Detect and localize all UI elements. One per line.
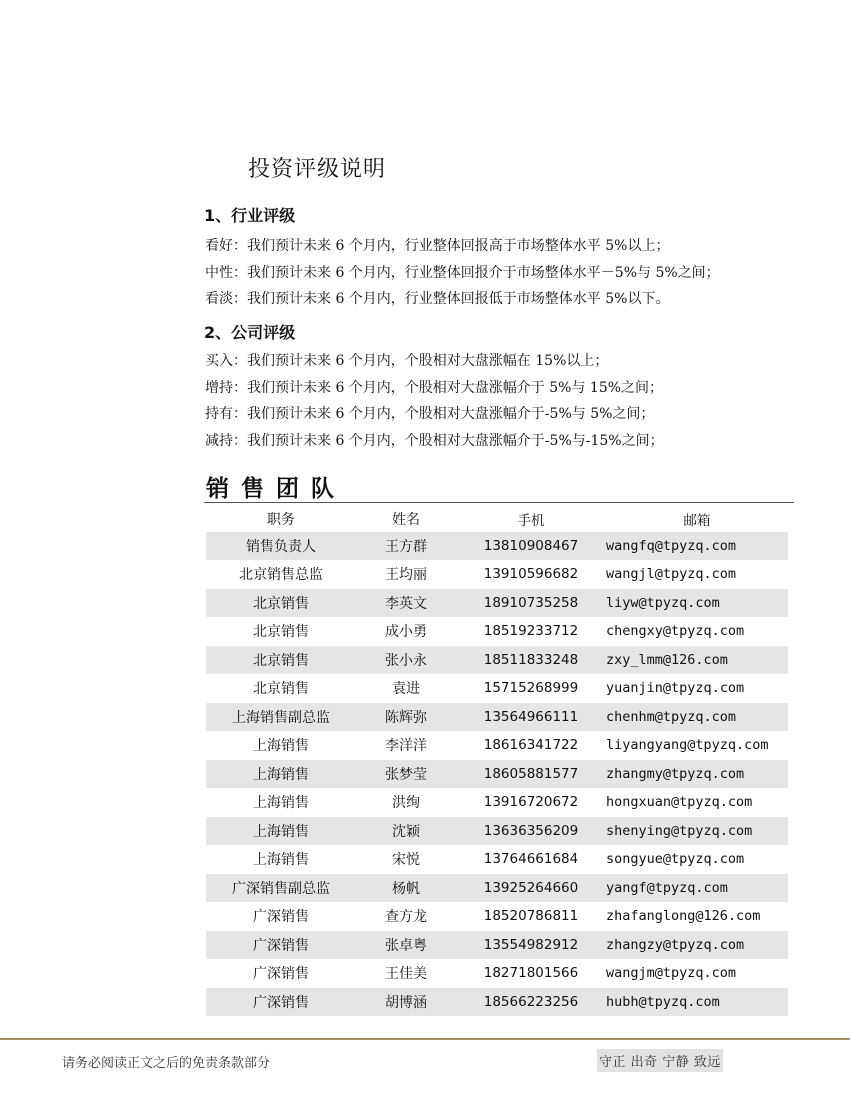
- cell-phone: 18566223256: [456, 988, 606, 1017]
- cell-name: 王佳美: [356, 959, 456, 988]
- cell-email: zhafanglong@126.com: [606, 902, 788, 931]
- cell-name: 沈颖: [356, 817, 456, 846]
- company-rating-item: 买入：我们预计未来 6 个月内，个股相对大盘涨幅在 15%以上；: [205, 353, 609, 369]
- cell-phone: 18511833248: [456, 646, 606, 675]
- cell-name: 成小勇: [356, 617, 456, 646]
- cell-phone: 13564966111: [456, 703, 606, 732]
- cell-name: 洪绚: [356, 788, 456, 817]
- table-row: [206, 874, 788, 903]
- cell-name: 李英文: [356, 589, 456, 618]
- cell-position: 广深销售: [206, 931, 356, 960]
- footer-divider: [0, 1038, 850, 1040]
- cell-email: yuanjin@tpyzq.com: [606, 674, 788, 703]
- table-row: [206, 589, 788, 618]
- cell-phone: 18605881577: [456, 760, 606, 789]
- cell-phone: 18616341722: [456, 731, 606, 760]
- table-row: [206, 646, 788, 675]
- industry-rating-list: [205, 233, 720, 313]
- cell-phone: 13636356209: [456, 817, 606, 846]
- sales-team-title: 销售团队: [206, 476, 346, 502]
- cell-phone: 13925264660: [456, 874, 606, 903]
- cell-phone: 13916720672: [456, 788, 606, 817]
- sales-team-table: [206, 505, 788, 1017]
- cell-email: liyw@tpyzq.com: [606, 589, 788, 618]
- table-row: [206, 617, 788, 646]
- sales-table-body: [206, 532, 788, 1016]
- footer-disclaimer: 请务必阅读正文之后的免责条款部分: [62, 1056, 271, 1071]
- cell-name: 杨帆: [356, 874, 456, 903]
- cell-position: 北京销售总监: [206, 560, 356, 589]
- cell-email: songyue@tpyzq.com: [606, 845, 788, 874]
- table-row: [206, 845, 788, 874]
- cell-name: 张小永: [356, 646, 456, 675]
- cell-email: chenhm@tpyzq.com: [606, 703, 788, 732]
- column-header-position: 职务: [267, 511, 295, 528]
- company-rating-item: 增持：我们预计未来 6 个月内，个股相对大盘涨幅介于 5%与 15%之间；: [205, 379, 664, 396]
- cell-email: shenying@tpyzq.com: [606, 817, 788, 846]
- cell-position: 广深销售副总监: [206, 874, 356, 903]
- cell-name: 张卓粤: [356, 931, 456, 960]
- cell-phone: 13910596682: [456, 560, 606, 589]
- table-row: [206, 959, 788, 988]
- cell-phone: 13554982912: [456, 931, 606, 960]
- cell-position: 广深销售: [206, 902, 356, 931]
- cell-name: 宋悦: [356, 845, 456, 874]
- cell-email: wangfq@tpyzq.com: [606, 532, 788, 560]
- cell-phone: 13810908467: [456, 532, 606, 560]
- company-rating-item: 减持：我们预计未来 6 个月内，个股相对大盘涨幅介于-5%与-15%之间；: [205, 432, 664, 449]
- cell-position: 上海销售: [206, 788, 356, 817]
- cell-position: 上海销售副总监: [206, 703, 356, 732]
- column-header-name: 姓名: [392, 511, 420, 528]
- cell-position: 上海销售: [206, 760, 356, 789]
- industry-rating-item: 看淡：我们预计未来 6 个月内，行业整体回报低于市场整体水平 5%以下。: [205, 291, 670, 307]
- cell-phone: 18519233712: [456, 617, 606, 646]
- cell-name: 王方群: [356, 532, 456, 560]
- cell-phone: 18520786811: [456, 902, 606, 931]
- table-row: [206, 760, 788, 789]
- cell-email: wangjm@tpyzq.com: [606, 959, 788, 988]
- table-row: [206, 817, 788, 846]
- table-row: [206, 788, 788, 817]
- cell-position: 北京销售: [206, 674, 356, 703]
- cell-position: 销售负责人: [206, 532, 356, 560]
- cell-name: 胡博涵: [356, 988, 456, 1017]
- page-title: 投资评级说明: [248, 157, 387, 182]
- company-rating-list: [205, 348, 664, 454]
- footer-motto: 守正 出奇 宁静 致远: [597, 1049, 723, 1072]
- table-row: [206, 902, 788, 931]
- cell-position: 北京销售: [206, 617, 356, 646]
- table-row: [206, 703, 788, 732]
- sales-title-divider: [204, 502, 794, 503]
- cell-email: yangf@tpyzq.com: [606, 874, 788, 903]
- table-row: [206, 988, 788, 1017]
- cell-phone: 15715268999: [456, 674, 606, 703]
- cell-name: 王均丽: [356, 560, 456, 589]
- cell-email: liyangyang@tpyzq.com: [606, 731, 788, 760]
- column-header-email: 邮箱: [683, 512, 711, 529]
- industry-rating-item: 看好：我们预计未来 6 个月内，行业整体回报高于市场整体水平 5%以上；: [205, 238, 670, 254]
- table-row: [206, 731, 788, 760]
- cell-email: wangjl@tpyzq.com: [606, 560, 788, 589]
- table-row: [206, 931, 788, 960]
- cell-name: 袁进: [356, 674, 456, 703]
- industry-rating-heading: 1、行业评级: [204, 206, 296, 225]
- cell-name: 李洋洋: [356, 731, 456, 760]
- cell-phone: 18910735258: [456, 589, 606, 618]
- cell-position: 广深销售: [206, 988, 356, 1017]
- table-row: [206, 560, 788, 589]
- cell-email: zhangzy@tpyzq.com: [606, 931, 788, 960]
- table-row: [206, 674, 788, 703]
- cell-email: hongxuan@tpyzq.com: [606, 788, 788, 817]
- company-rating-heading: 2、公司评级: [204, 323, 296, 342]
- cell-phone: 13764661684: [456, 845, 606, 874]
- cell-position: 上海销售: [206, 731, 356, 760]
- cell-position: 北京销售: [206, 646, 356, 675]
- cell-phone: 18271801566: [456, 959, 606, 988]
- cell-email: zxy_lmm@126.com: [606, 646, 788, 675]
- cell-name: 陈辉弥: [356, 703, 456, 732]
- industry-rating-item: 中性：我们预计未来 6 个月内，行业整体回报介于市场整体水平－5%与 5%之间；: [205, 264, 720, 281]
- table-header-row: [206, 505, 788, 532]
- cell-email: hubh@tpyzq.com: [606, 988, 788, 1017]
- cell-position: 上海销售: [206, 817, 356, 846]
- table-row: [206, 532, 788, 560]
- cell-name: 张梦莹: [356, 760, 456, 789]
- cell-position: 北京销售: [206, 589, 356, 618]
- column-header-phone: 手机: [517, 512, 545, 529]
- cell-email: zhangmy@tpyzq.com: [606, 760, 788, 789]
- cell-position: 广深销售: [206, 959, 356, 988]
- company-rating-item: 持有：我们预计未来 6 个月内，个股相对大盘涨幅介于-5%与 5%之间；: [205, 406, 655, 422]
- cell-name: 查方龙: [356, 902, 456, 931]
- cell-email: chengxy@tpyzq.com: [606, 617, 788, 646]
- cell-position: 上海销售: [206, 845, 356, 874]
